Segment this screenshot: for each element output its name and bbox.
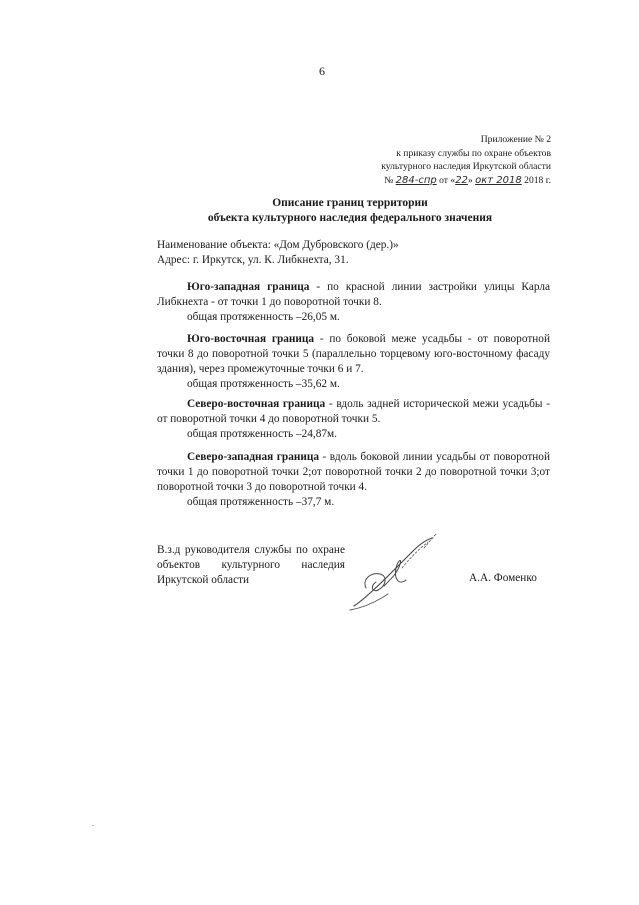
order-number-prefix: № xyxy=(384,174,394,186)
section-length: общая протяженность –26,05 м. xyxy=(187,311,340,323)
order-date-close: » xyxy=(467,174,473,186)
object-name: Наименование объекта: «Дом Дубровского (дер.)» xyxy=(157,239,399,251)
boundary-section-northwest xyxy=(157,450,550,510)
section-text: - вдоль боковой линии усадьбы от поворотной точки 1 до поворотной точки 2;от поворотной точки 2 до поворотной точки 3;от поворотной точки 3 до поворотной точки 4. xyxy=(157,451,550,493)
section-length: общая протяженность –35,62 м. xyxy=(187,378,340,390)
section-heading: Северо-восточная граница xyxy=(187,398,326,410)
appendix-line-3: культурного наследия Иркутской области xyxy=(381,161,551,172)
scan-artifact xyxy=(92,825,94,826)
appendix-line-1: Приложение № 2 xyxy=(480,134,551,145)
page-number: 6 xyxy=(319,64,325,78)
object-address: Адрес: г. Иркутск, ул. К. Либкнехта, 31. xyxy=(157,254,349,266)
boundary-section-southeast xyxy=(157,332,550,392)
section-text: - вдоль задней исторической межи усадьбы - от поворотной точки 4 до поворотной точки 5. xyxy=(157,398,550,425)
section-text: - по красной линии застройки улицы Карла Либкнехта - от точки 1 до поворотной точки 8. xyxy=(157,281,550,308)
section-heading: Юго-западная граница xyxy=(187,281,310,293)
section-text: - по боковой меже усадьбы - от поворотной точки 8 до поворотной точки 5 (параллельно торцевому юго-восточному фасаду здания), через промежуточные точки 6 и 7. xyxy=(157,333,551,375)
document-title xyxy=(90,196,610,225)
section-heading: Юго-восточная граница xyxy=(187,333,315,345)
appendix-order-line xyxy=(381,174,551,188)
order-date-month-handwritten: окт 2018 xyxy=(475,174,522,186)
section-body xyxy=(157,450,550,495)
section-body xyxy=(157,397,550,427)
signatory-name: А.А. Фоменко xyxy=(469,572,537,584)
section-heading: Северо-западная граница xyxy=(187,451,320,463)
section-length: общая протяженность –24,87м. xyxy=(187,428,337,440)
appendix-block xyxy=(381,133,551,187)
order-date-day-handwritten: 22 xyxy=(455,174,468,186)
object-info xyxy=(157,238,399,268)
title-line-2: объекта культурного наследия федерального значения xyxy=(207,211,493,224)
section-body xyxy=(157,280,550,310)
section-length: общая протяженность –37,7 м. xyxy=(187,496,335,508)
order-date-year: 2018 г. xyxy=(524,174,551,186)
handwritten-signature xyxy=(336,528,461,618)
title-line-1: Описание границ территории xyxy=(272,197,428,209)
boundary-section-northeast xyxy=(157,397,550,442)
order-number-handwritten: 284-спр xyxy=(395,174,437,186)
signatory-position: В.з.д руководителя службы по охране объектов культурного наследия Иркутской области xyxy=(157,544,345,586)
order-date-from: от « xyxy=(439,174,456,186)
section-body xyxy=(157,332,550,377)
boundary-section-southwest xyxy=(157,280,550,325)
appendix-line-2: к приказу службы по охране объектов xyxy=(396,147,551,159)
